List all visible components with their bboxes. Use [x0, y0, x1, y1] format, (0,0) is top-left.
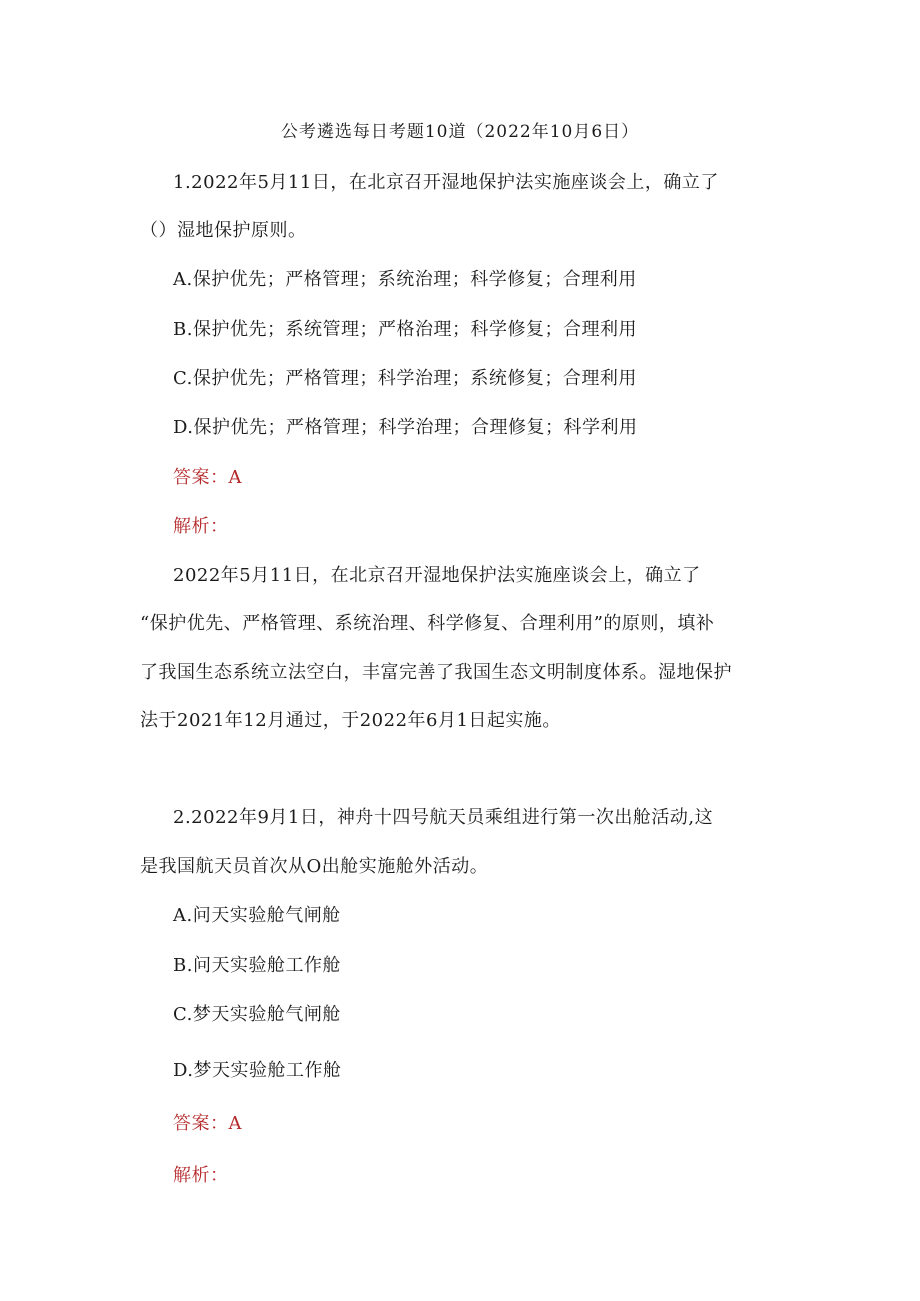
- question-1-analysis-line-3: 了我国生态系统立法空白，丰富完善了我国生态文明制度体系。湿地保护: [140, 662, 732, 683]
- question-2-answer: 答案：A: [173, 1113, 242, 1134]
- question-2-stem-line-1: 2.2022年9月1日，神舟十四号航天员乘组进行第一次出舱活动,这: [173, 807, 714, 828]
- question-2-option-c: C.梦天实验舱气闸舱: [173, 1004, 341, 1025]
- question-1-stem-line-2: （）湿地保护原则。: [140, 220, 307, 241]
- question-1-option-d: D.保护优先；严格管理；科学治理；合理修复；科学利用: [173, 417, 638, 438]
- question-1-stem-line-1: 1.2022年5月11日，在北京召开湿地保护法实施座谈会上，确立了: [173, 172, 719, 193]
- question-2-analysis-label: 解析：: [173, 1165, 229, 1186]
- question-1-analysis-label: 解析：: [173, 516, 229, 537]
- question-1-option-a: A.保护优先；严格管理；系统治理；科学修复；合理利用: [173, 269, 637, 290]
- question-2-option-a: A.问天实验舱气闸舱: [173, 905, 341, 926]
- question-1-analysis-line-1: 2022年5月11日，在北京召开湿地保护法实施座谈会上，确立了: [173, 565, 701, 586]
- question-1-answer: 答案：A: [173, 467, 242, 488]
- question-2-option-b: B.问天实验舱工作舱: [173, 955, 341, 976]
- question-1-analysis-line-2: “保护优先、严格管理、系统治理、科学修复、合理利用”的原则，填补: [140, 613, 715, 634]
- question-1-analysis-line-4: 法于2021年12月通过，于2022年6月1日起实施。: [140, 710, 561, 731]
- document-title: 公考遴选每日考题10道（2022年10月6日）: [280, 122, 640, 142]
- question-1-option-b: B.保护优先；系统管理；严格治理；科学修复；合理利用: [173, 319, 637, 340]
- question-2-option-d: D.梦天实验舱工作舱: [173, 1060, 342, 1081]
- question-2-stem-line-2: 是我国航天员首次从O出舱实施舱外活动。: [140, 856, 489, 877]
- question-1-option-c: C.保护优先；严格管理；科学治理；系统修复；合理利用: [173, 368, 637, 389]
